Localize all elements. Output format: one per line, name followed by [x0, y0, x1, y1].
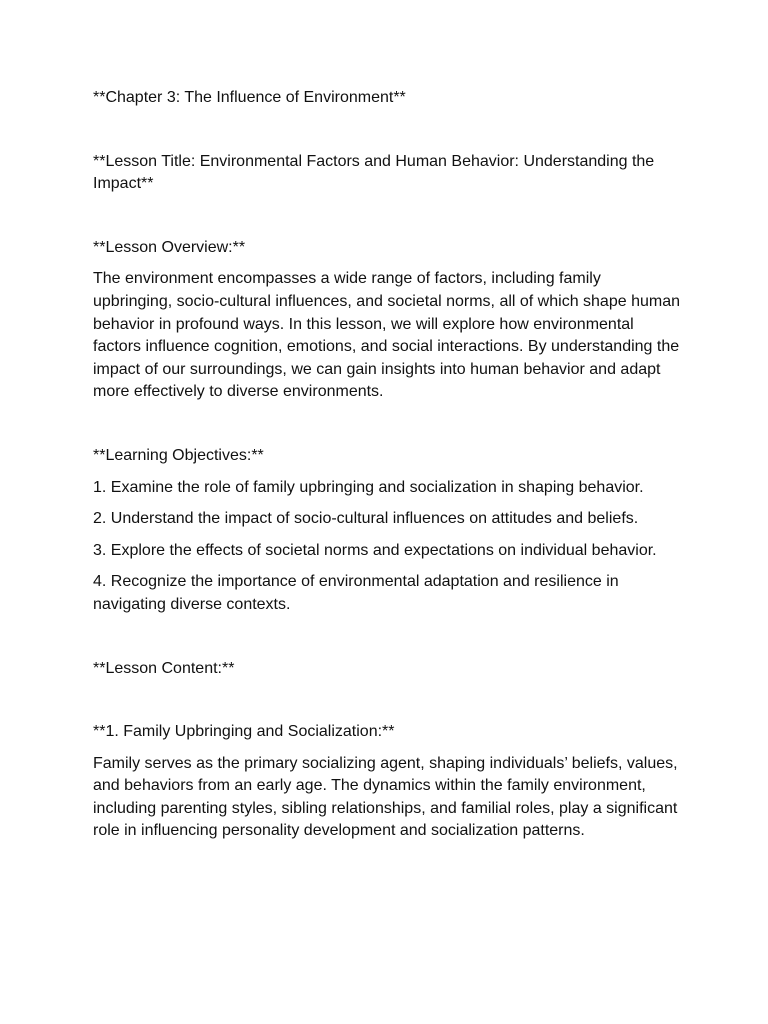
lesson-title: **Lesson Title: Environmental Factors and Human Behavior: Understanding the Impact**: [93, 152, 655, 193]
objective-item: 3. Explore the effects of societal norms and expectations on individual behavior.: [93, 541, 657, 559]
section-heading: **1. Family Upbringing and Socialization:**: [93, 723, 395, 741]
objective-item: 1. Examine the role of family upbringing and socialization in shaping behavior.: [93, 478, 644, 496]
objectives-heading: **Learning Objectives:**: [93, 446, 264, 464]
overview-heading: **Lesson Overview:**: [93, 238, 246, 256]
objective-item: 4. Recognize the importance of environmental adaptation and resilience in navigating diverse contexts.: [93, 573, 619, 613]
document-body: [93, 87, 683, 843]
objective-item: 2. Understand the impact of socio-cultural influences on attitudes and beliefs.: [93, 510, 639, 528]
content-heading: **Lesson Content:**: [93, 659, 235, 677]
chapter-heading: **Chapter 3: The Influence of Environment**: [93, 89, 406, 106]
section-paragraph: Family serves as the primary socializing agent, shaping individuals’ beliefs, values, and behaviors from an early age. The dynamics within the family environment, including parenting styles, sibling relationships, and familial roles, play a significant role in influencing personality development and socialization patterns.: [93, 754, 678, 840]
overview-paragraph: The environment encompasses a wide range of factors, including family upbringing, socio-cultural influences, and societal norms, all of which shape human behavior in profound ways. In this lesson, we will explore how environmental factors influence cognition, emotions, and social interactions. By understanding the impact of our surroundings, we can gain insights into human behavior and adapt more effectively to diverse environments.: [93, 270, 680, 401]
